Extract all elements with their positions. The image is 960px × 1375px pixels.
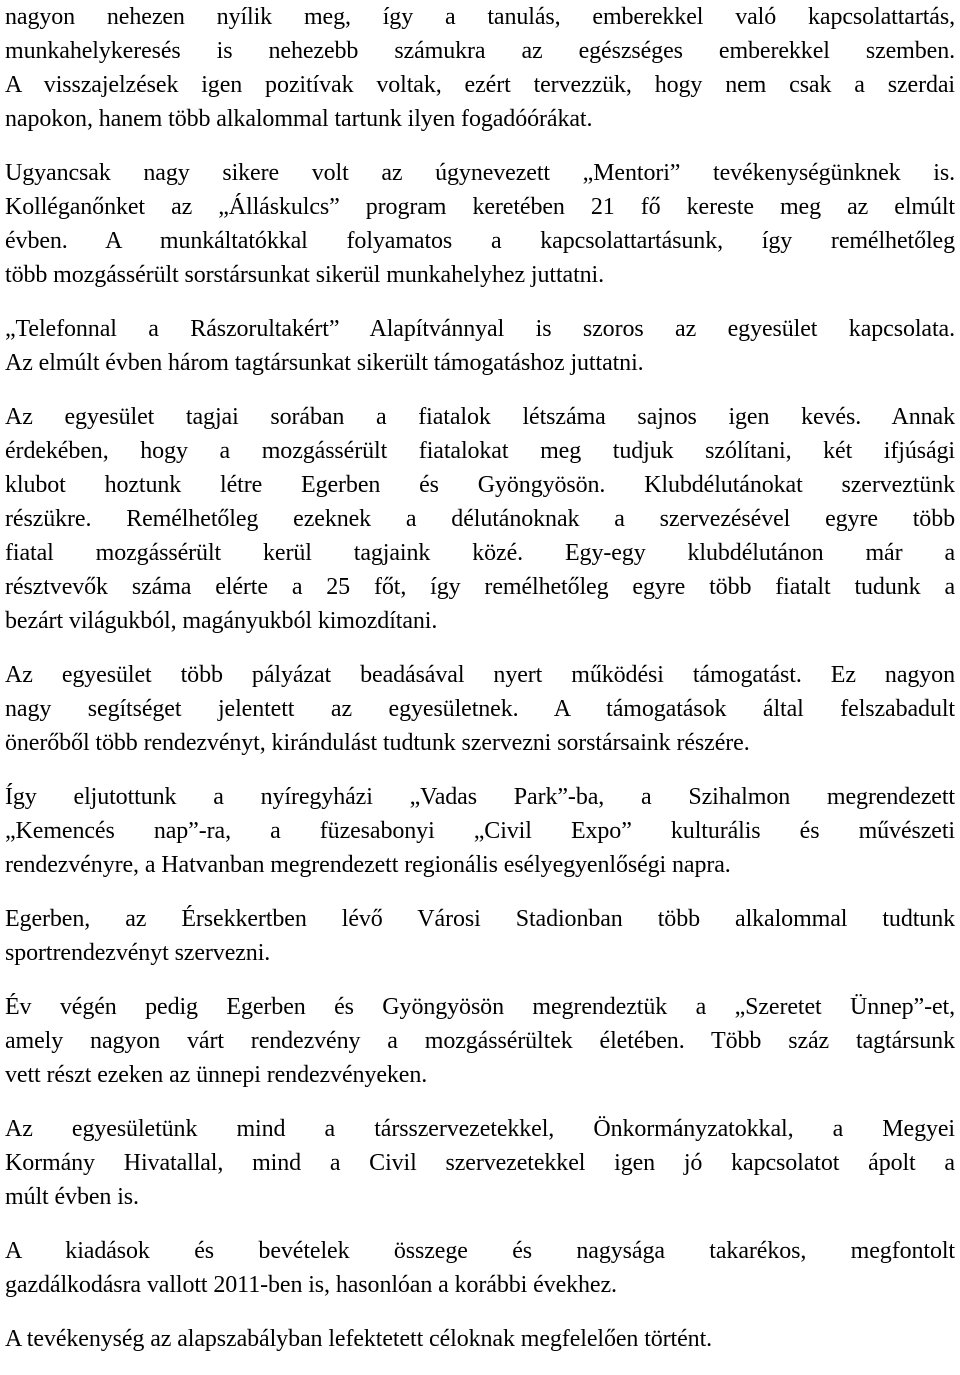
- text-line: önerőből több rendezvényt, kirándulást tudtunk szervezni sorstársaink részére.: [5, 730, 750, 756]
- paragraph: [5, 902, 955, 970]
- text-line: amely nagyon várt rendezvény a mozgássérültek életében. Több száz tagtársunk: [5, 1028, 955, 1054]
- text-line: rendezvényre, a Hatvanban megrendezett regionális esélyegyenlőségi napra.: [5, 852, 731, 878]
- paragraph-gap: [5, 638, 955, 658]
- paragraph-gap: [5, 136, 955, 156]
- text-line: „Telefonnal a Rászorultakért” Alapítvánnyal is szoros az egyesület kapcsolata.: [5, 316, 955, 342]
- text-line: több mozgássérült sorstársunkat sikerül munkahelyhez juttatni.: [5, 262, 605, 288]
- text-line: múlt évben is.: [5, 1184, 139, 1210]
- text-line: munkahelykeresés is nehezebb számukra az egészséges emberekkel szemben.: [5, 38, 955, 64]
- text-line: Az egyesületünk mind a társszervezetekkel, Önkormányzatokkal, a Megyei: [5, 1116, 955, 1142]
- paragraph: [5, 990, 955, 1092]
- text-line: Az egyesület több pályázat beadásával nyert működési támogatást. Ez nagyon: [5, 662, 955, 688]
- text-line: gazdálkodásra vallott 2011-ben is, hasonlóan a korábbi évekhez.: [5, 1272, 617, 1298]
- paragraph: [5, 1112, 955, 1214]
- text-line: Kolléganőnket az „Álláskulcs” program keretében 21 fő kereste meg az elmúlt: [5, 194, 955, 220]
- text-line: „Kemencés nap”-ra, a füzesabonyi „Civil Expo” kulturális és művészeti: [5, 818, 955, 844]
- paragraph: [5, 658, 955, 760]
- text-line: évben. A munkáltatókkal folyamatos a kapcsolattartásunk, így remélhetőleg: [5, 228, 955, 254]
- text-line: részükre. Remélhetőleg ezeknek a délutánoknak a szervezésével egyre több: [5, 506, 955, 532]
- text-line: Az egyesület tagjai sorában a fiatalok létszáma sajnos igen kevés. Annak: [5, 404, 955, 430]
- text-line: Így eljutottunk a nyíregyházi „Vadas Park”-ba, a Szihalmon megrendezett: [5, 784, 955, 810]
- paragraph-gap: [5, 970, 955, 990]
- paragraph-gap: [5, 1302, 955, 1322]
- text-line: napokon, hanem több alkalommal tartunk ilyen fogadóórákat.: [5, 106, 593, 132]
- text-line: A tevékenység az alapszabályban lefektetett céloknak megfelelően történt.: [5, 1326, 713, 1352]
- text-line: A kiadások és bevételek összege és nagysága takarékos, megfontolt: [5, 1238, 955, 1264]
- text-line: sportrendezvényt szervezni.: [5, 940, 271, 966]
- text-line: klubot hoztunk létre Egerben és Gyöngyösön. Klubdélutánokat szerveztünk: [5, 472, 955, 498]
- paragraph-gap: [5, 380, 955, 400]
- text-line: bezárt világukból, magányukból kimozdítani.: [5, 608, 438, 634]
- paragraph: [5, 1322, 955, 1356]
- paragraph-gap: [5, 1214, 955, 1234]
- document-page: [5, 0, 955, 1356]
- paragraph: [5, 156, 955, 292]
- text-line: érdekében, hogy a mozgássérült fiatalokat meg tudjuk szólítani, két ifjúsági: [5, 438, 955, 464]
- text-line: nagyon nehezen nyílik meg, így a tanulás, emberekkel való kapcsolattartás,: [5, 4, 955, 30]
- text-line: vett részt ezeken az ünnepi rendezvényeken.: [5, 1062, 428, 1088]
- paragraph-gap: [5, 760, 955, 780]
- paragraph: [5, 1234, 955, 1302]
- text-line: résztvevők száma elérte a 25 főt, így remélhetőleg egyre több fiatalt tudunk a: [5, 574, 955, 600]
- text-line: Az elmúlt évben három tagtársunkat sikerült támogatáshoz juttatni.: [5, 350, 644, 376]
- text-line: nagy segítséget jelentett az egyesületnek. A támogatások által felszabadult: [5, 696, 955, 722]
- paragraph-gap: [5, 882, 955, 902]
- paragraph-gap: [5, 1092, 955, 1112]
- paragraph: [5, 0, 955, 136]
- text-line: Ugyancsak nagy sikere volt az úgynevezett „Mentori” tevékenységünknek is.: [5, 160, 955, 186]
- text-line: Kormány Hivatallal, mind a Civil szervezetekkel igen jó kapcsolatot ápolt a: [5, 1150, 955, 1176]
- text-line: A visszajelzések igen pozitívak voltak, ezért tervezzük, hogy nem csak a szerdai: [5, 72, 955, 98]
- text-line: Egerben, az Érsekkertben lévő Városi Stadionban több alkalommal tudtunk: [5, 906, 955, 932]
- text-line: fiatal mozgássérült kerül tagjaink közé. Egy-egy klubdélutánon már a: [5, 540, 955, 566]
- paragraph: [5, 780, 955, 882]
- paragraph: [5, 400, 955, 638]
- paragraph: [5, 312, 955, 380]
- paragraph-gap: [5, 292, 955, 312]
- text-line: Év végén pedig Egerben és Gyöngyösön megrendeztük a „Szeretet Ünnep”-et,: [5, 994, 955, 1020]
